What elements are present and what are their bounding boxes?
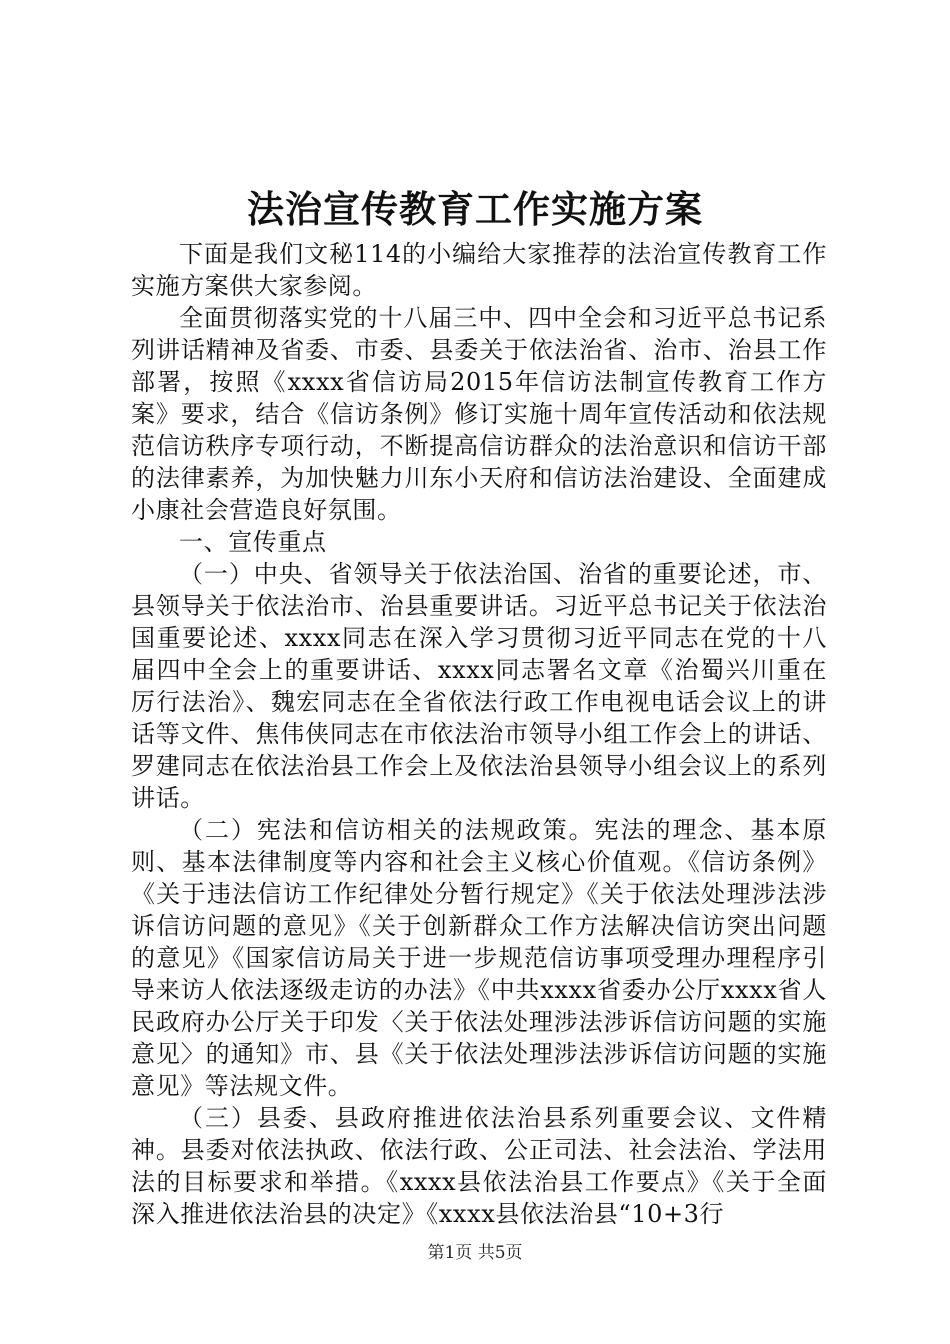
overview-paragraph: 全面贯彻落实党的十八届三中、四中全会和习近平总书记系列讲话精神及省委、市委、县委关于依法治省、治市、治县工作部署，按照《xxxx省信访局2015年信访法制宣传教育工作方案》要求，结合《信访条例》修订实施十周年宣传活动和依法规范信访秩序专项行动，不断提高信访群众的法治意识和信访干部的法律素养，为加快魅力川东小天府和信访法治建设、全面建成小康社会营造良好氛围。 [131,304,827,524]
document-title: 法治宣传教育工作实施方案 [247,187,703,231]
subsection-paragraph-2: （二）宪法和信访相关的法规政策。宪法的理念、基本原则、基本法律制度等内容和社会主义核心价值观。《信访条例》《关于违法信访工作纪律处分暂行规定》《关于依法处理涉法涉诉信访问题的意见》《关于创新群众工作方法解决信访突出问题的意见》《国家信访局关于进一步规范信访事项受理办理程序引导来访人依法逐级走访的办法》《中共xxxx省委办公厅xxxx省人民政府办公厅关于印发〈关于依法处理涉法涉诉信访问题的实施意见〉的通知》市、县《关于依法处理涉法涉诉信访问题的实施意见》等法规文件。 [131,816,827,1100]
page-number-footer: 第1页 共5页 [427,1243,523,1263]
intro-paragraph: 下面是我们文秘114的小编给大家推荐的法治宣传教育工作实施方案供大家参阅。 [131,240,827,300]
document-body [131,238,827,1230]
section-heading: 一、宣传重点 [179,528,327,556]
subsection-paragraph-3: （三）县委、县政府推进依法治县系列重要会议、文件精神。县委对依法执政、依法行政、公正司法、社会法治、学法用法的目标要求和举措。《xxxx县依法治县工作要点》《关于全面深入推进依法治县的决定》《xxxx县依法治县“10+3行 [131,1104,827,1228]
subsection-paragraph-1: （一）中央、省领导关于依法治国、治省的重要论述，市、县领导关于依法治市、治县重要讲话。习近平总书记关于依法治国重要论述、xxxx同志在深入学习贯彻习近平同志在党的十八届四中全会上的重要讲话、xxxx同志署名文章《治蜀兴川重在厉行法治》、魏宏同志在全省依法行政工作电视电话会议上的讲话等文件、焦伟侠同志在市依法治市领导小组工作会上的讲话、罗建同志在依法治县工作会上及依法治县领导小组会议上的系列讲话。 [131,560,827,812]
